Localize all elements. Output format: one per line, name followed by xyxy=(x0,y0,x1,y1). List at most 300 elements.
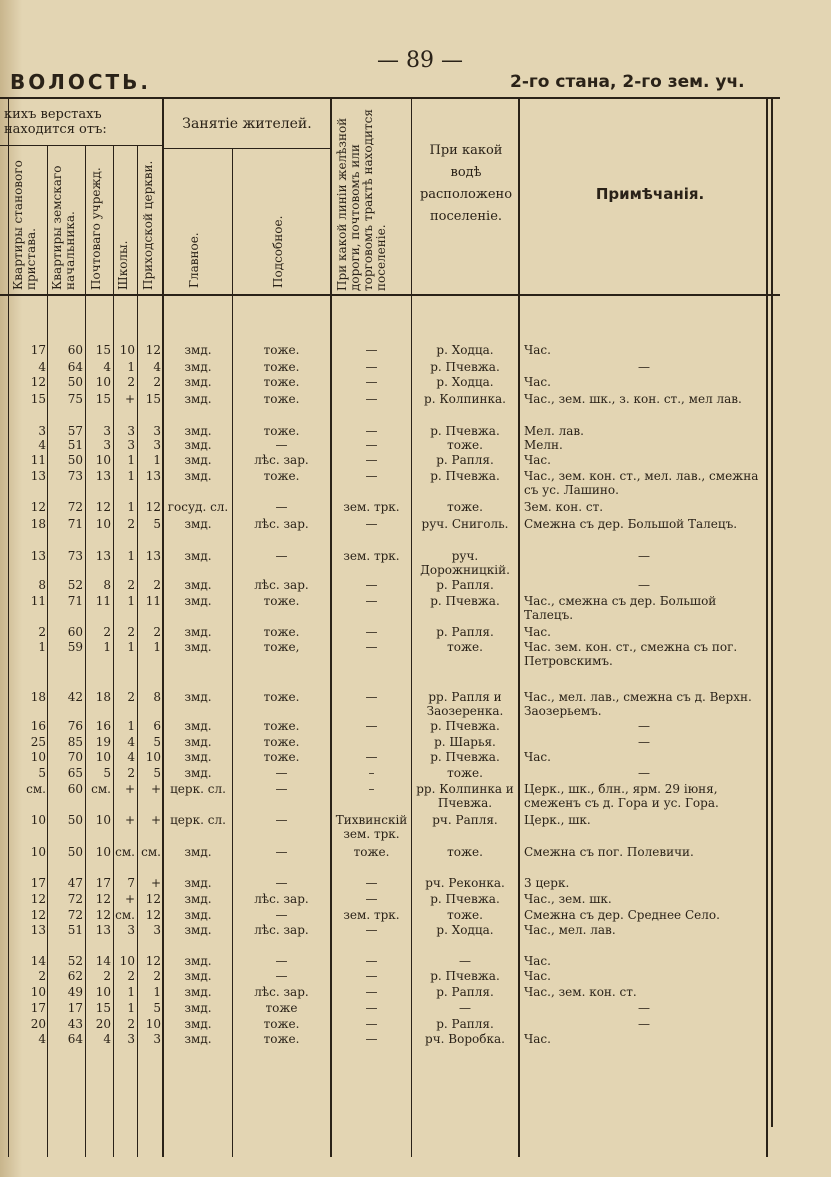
cell-c1: 18 xyxy=(30,517,46,531)
cell-main: змд. xyxy=(184,845,212,859)
cell-sec: тоже. xyxy=(263,594,300,608)
cell-main: змд. xyxy=(184,985,212,999)
cell-road: зем. трк. xyxy=(343,908,400,922)
cell-c4: 7 xyxy=(127,876,135,890)
cell-main: змд. xyxy=(184,1032,212,1046)
cell-c5: 2 xyxy=(153,578,161,592)
cell-c2: 72 xyxy=(67,908,83,922)
cell-c5: 12 xyxy=(145,343,161,357)
cell-c3: 20 xyxy=(95,1017,111,1031)
cell-c4: 1 xyxy=(127,594,135,608)
cell-c3: 16 xyxy=(95,719,111,733)
cell-sec: — xyxy=(275,782,288,796)
cell-c5: 13 xyxy=(145,549,161,563)
cell-c4: + xyxy=(124,892,135,906)
cell-c1: см. xyxy=(26,782,46,796)
cell-water: р. Ходца. xyxy=(436,375,494,389)
cell-sec: лѣс. зар. xyxy=(254,985,309,999)
cell-c1: 10 xyxy=(30,813,46,827)
cell-water: тоже. xyxy=(447,640,483,654)
cell-c1: 20 xyxy=(30,1017,46,1031)
cell-notes: Час. xyxy=(524,954,551,968)
cell-c3: 3 xyxy=(103,424,111,438)
cell-c3: 12 xyxy=(95,892,111,906)
cell-c5: см. xyxy=(141,845,161,859)
cell-c1: 11 xyxy=(30,453,46,467)
vrule-11 xyxy=(771,97,773,1127)
cell-road: — xyxy=(365,750,378,764)
cell-road: — xyxy=(365,392,378,406)
cell-main: змд. xyxy=(184,594,212,608)
col-church-header: Приходской церкви. xyxy=(141,160,155,290)
cell-road: — xyxy=(365,517,378,531)
cell-notes: — xyxy=(638,1017,650,1031)
cell-road: — xyxy=(365,625,378,639)
cell-c2: 60 xyxy=(67,782,83,796)
cell-c3: 10 xyxy=(95,813,111,827)
cell-c1: 17 xyxy=(30,1001,46,1015)
cell-c5: 12 xyxy=(145,954,161,968)
cell-c2: 71 xyxy=(67,517,83,531)
cell-sec: тоже. xyxy=(263,375,300,389)
cell-water: р. Рапля. xyxy=(436,578,494,592)
cell-water: р. Пчевжа. xyxy=(430,469,500,483)
cell-water: руч. Сниголь. xyxy=(421,517,509,531)
cell-notes: Час., зем. кон. ст., мел. лав., смежна съ ус. Лашино. xyxy=(524,469,759,497)
cell-sec: тоже. xyxy=(263,343,300,357)
cell-sec: лѣс. зар. xyxy=(254,892,309,906)
cell-c1: 8 xyxy=(38,578,46,592)
cell-c3: 13 xyxy=(95,923,111,937)
cell-water: тоже. xyxy=(447,500,483,514)
cell-main: змд. xyxy=(184,1017,212,1031)
cell-water: рр. Колпинка и Пчевжа. xyxy=(416,782,514,810)
cell-sec: тоже. xyxy=(263,1032,300,1046)
cell-main: змд. xyxy=(184,549,212,563)
cell-c5: 10 xyxy=(145,750,161,764)
cell-notes: Час. xyxy=(524,343,551,357)
cell-c3: см. xyxy=(91,782,111,796)
cell-c2: 42 xyxy=(67,690,83,704)
cell-c1: 13 xyxy=(30,469,46,483)
cell-water: р. Пчевжа. xyxy=(430,750,500,764)
col-main-header: Главное. xyxy=(187,232,201,288)
cell-c1: 12 xyxy=(30,375,46,389)
cell-water: р. Пчевжа. xyxy=(430,594,500,608)
cell-c4: 10 xyxy=(119,343,135,357)
cell-c2: 49 xyxy=(67,985,83,999)
cell-c5: 3 xyxy=(153,438,161,452)
header-bottom-rule xyxy=(0,294,780,296)
cell-notes: Час. xyxy=(524,969,551,983)
cell-notes: — xyxy=(638,360,650,374)
cell-sec: — xyxy=(275,500,288,514)
cell-road: — xyxy=(365,892,378,906)
cell-road: — xyxy=(365,876,378,890)
cell-main: змд. xyxy=(184,719,212,733)
cell-c2: 50 xyxy=(67,453,83,467)
cell-notes: Час., мел. лав. xyxy=(524,923,616,937)
cell-c2: 71 xyxy=(67,594,83,608)
cell-sec: — xyxy=(275,549,288,563)
cell-water: руч. Дорожницкій. xyxy=(420,549,510,577)
cell-main: змд. xyxy=(184,469,212,483)
cell-c1: 12 xyxy=(30,892,46,906)
cell-c2: 52 xyxy=(67,578,83,592)
cell-c1: 25 xyxy=(30,735,46,749)
cell-c2: 76 xyxy=(67,719,83,733)
cell-c3: 10 xyxy=(95,845,111,859)
cell-sec: тоже. xyxy=(263,625,300,639)
cell-notes: Час. xyxy=(524,625,551,639)
cell-c3: 12 xyxy=(95,500,111,514)
cell-water: р. Колпинка. xyxy=(424,392,506,406)
cell-notes: 3 церк. xyxy=(524,876,570,890)
cell-c2: 73 xyxy=(67,469,83,483)
cell-c5: 2 xyxy=(153,375,161,389)
cell-sec: лѣс. зар. xyxy=(254,517,309,531)
cell-c3: 15 xyxy=(95,343,111,357)
cell-water: р. Шарья. xyxy=(434,735,496,749)
cell-c1: 4 xyxy=(38,438,46,452)
cell-c2: 72 xyxy=(67,892,83,906)
cell-c5: 15 xyxy=(145,392,161,406)
cell-c3: 15 xyxy=(95,392,111,406)
cell-c1: 1 xyxy=(38,640,46,654)
cell-c5: 5 xyxy=(153,735,161,749)
col-school-header: Школы. xyxy=(116,240,130,290)
cell-c5: 6 xyxy=(153,719,161,733)
cell-c1: 12 xyxy=(30,908,46,922)
cell-sec: — xyxy=(275,438,288,452)
cell-c2: 47 xyxy=(67,876,83,890)
cell-main: церк. сл. xyxy=(170,813,226,827)
cell-c4: 1 xyxy=(127,719,135,733)
cell-sec: тоже. xyxy=(263,735,300,749)
cell-road: — xyxy=(365,1017,378,1031)
cell-c2: 85 xyxy=(67,735,83,749)
cell-c5: 5 xyxy=(153,1001,161,1015)
cell-c3: 2 xyxy=(103,625,111,639)
cell-c5: 12 xyxy=(145,892,161,906)
cell-c2: 51 xyxy=(67,923,83,937)
cell-road: — xyxy=(365,578,378,592)
cell-water: р. Рапля. xyxy=(436,1017,494,1031)
cell-c4: 3 xyxy=(127,424,135,438)
cell-sec: — xyxy=(275,969,288,983)
cell-c2: 50 xyxy=(67,375,83,389)
cell-road: — xyxy=(365,1001,378,1015)
cell-notes: — xyxy=(638,766,650,780)
cell-notes: Смежна съ дер. Большой Талецъ. xyxy=(524,517,738,531)
cell-c1: 11 xyxy=(30,594,46,608)
cell-c3: 13 xyxy=(95,469,111,483)
cell-c4: см. xyxy=(115,908,135,922)
cell-c5: 3 xyxy=(153,424,161,438)
cell-sec: тоже. xyxy=(263,469,300,483)
cell-water: р. Пчевжа. xyxy=(430,360,500,374)
cell-c1: 14 xyxy=(30,954,46,968)
cell-c2: 51 xyxy=(67,438,83,452)
cell-c5: 11 xyxy=(145,594,161,608)
cell-road: — xyxy=(365,343,378,357)
cell-notes: Час. xyxy=(524,453,551,467)
cell-c5: 1 xyxy=(153,985,161,999)
cell-c4: 1 xyxy=(127,1001,135,1015)
cell-notes: Мелн. xyxy=(524,438,563,452)
cell-notes: Церк., шк., блн., ярм. 29 іюня, смеженъ съ д. Гора и ус. Гора. xyxy=(524,782,719,810)
cell-notes: — xyxy=(638,719,650,733)
cell-water: рч. Рапля. xyxy=(432,813,498,827)
cell-c3: 12 xyxy=(95,908,111,922)
cell-sec: лѣс. зар. xyxy=(254,453,309,467)
cell-c4: 2 xyxy=(127,375,135,389)
cell-water: р. Ходца. xyxy=(436,923,494,937)
cell-c5: + xyxy=(150,876,161,890)
cell-c5: 3 xyxy=(153,923,161,937)
cell-main: змд. xyxy=(184,625,212,639)
cell-water: р. Рапля. xyxy=(436,453,494,467)
cell-c4: 3 xyxy=(127,923,135,937)
cell-water: р. Пчевжа. xyxy=(430,892,500,906)
cell-c2: 70 xyxy=(67,750,83,764)
cell-notes: Час. зем. кон. ст., смежна съ пог. Петровскимъ. xyxy=(524,640,738,668)
cell-main: змд. xyxy=(184,343,212,357)
cell-c5: 1 xyxy=(153,453,161,467)
col-post-header: Почтоваго учрежд. xyxy=(89,167,103,290)
col-secondary-header: Подсобное. xyxy=(271,215,285,288)
distance-group-header: кихъ верстахъ находится отъ: xyxy=(4,107,107,137)
cell-c1: 10 xyxy=(30,750,46,764)
cell-notes: Смежна съ пог. Полевичи. xyxy=(524,845,694,859)
cell-road: зем. трк. xyxy=(343,500,400,514)
cell-road: — xyxy=(365,690,378,704)
cell-c4: + xyxy=(124,392,135,406)
cell-c1: 12 xyxy=(30,500,46,514)
cell-road: — xyxy=(365,985,378,999)
cell-c2: 60 xyxy=(67,625,83,639)
cell-c3: 14 xyxy=(95,954,111,968)
cell-c4: 4 xyxy=(127,750,135,764)
cell-water: тоже. xyxy=(447,908,483,922)
cell-main: змд. xyxy=(184,969,212,983)
cell-c2: 57 xyxy=(67,424,83,438)
cell-c3: 8 xyxy=(103,578,111,592)
cell-road: — xyxy=(365,424,378,438)
cell-sec: тоже. xyxy=(263,360,300,374)
cell-c4: 2 xyxy=(127,690,135,704)
cell-c2: 64 xyxy=(67,1032,83,1046)
group-subrule-occupation xyxy=(162,148,330,149)
cell-c2: 60 xyxy=(67,343,83,357)
cell-c4: 1 xyxy=(127,549,135,563)
cell-c3: 5 xyxy=(103,766,111,780)
cell-sec: — xyxy=(275,908,288,922)
cell-c1: 13 xyxy=(30,549,46,563)
cell-sec: тоже. xyxy=(263,690,300,704)
cell-c2: 65 xyxy=(67,766,83,780)
cell-c4: 2 xyxy=(127,517,135,531)
col-station-header: Квартиры станового пристава. xyxy=(11,160,38,290)
cell-c4: 2 xyxy=(127,969,135,983)
cell-c4: 3 xyxy=(127,1032,135,1046)
cell-road: — xyxy=(365,1032,378,1046)
cell-c3: 15 xyxy=(95,1001,111,1015)
cell-c2: 52 xyxy=(67,954,83,968)
cell-c4: 4 xyxy=(127,735,135,749)
cell-sec: тоже. xyxy=(263,1017,300,1031)
cell-main: змд. xyxy=(184,908,212,922)
cell-c1: 10 xyxy=(30,985,46,999)
cell-c1: 16 xyxy=(30,719,46,733)
cell-c4: + xyxy=(124,813,135,827)
cell-c1: 2 xyxy=(38,625,46,639)
cell-sec: тоже. xyxy=(263,424,300,438)
cell-c5: 12 xyxy=(145,908,161,922)
cell-c4: см. xyxy=(115,845,135,859)
cell-c3: 1 xyxy=(103,640,111,654)
vrule-9 xyxy=(518,97,520,1157)
cell-c1: 5 xyxy=(38,766,46,780)
cell-main: змд. xyxy=(184,517,212,531)
cell-c3: 10 xyxy=(95,453,111,467)
cell-water: тоже. xyxy=(447,438,483,452)
cell-water: — xyxy=(459,1001,471,1015)
cell-c1: 17 xyxy=(30,343,46,357)
cell-sec: тоже. xyxy=(263,719,300,733)
cell-water: тоже. xyxy=(447,845,483,859)
col-water-header: При какой водѣ расположено поселеніе. xyxy=(419,143,513,224)
cell-c2: 50 xyxy=(67,813,83,827)
cell-c5: + xyxy=(150,813,161,827)
cell-road: — xyxy=(365,640,378,654)
cell-c1: 13 xyxy=(30,923,46,937)
cell-sec: — xyxy=(275,845,288,859)
cell-main: церк. сл. xyxy=(170,782,226,796)
cell-notes: Час., зем. шк. xyxy=(524,892,612,906)
cell-c5: 13 xyxy=(145,469,161,483)
cell-c3: 10 xyxy=(95,750,111,764)
cell-c4: + xyxy=(124,782,135,796)
cell-main: змд. xyxy=(184,1001,212,1015)
cell-c3: 17 xyxy=(95,876,111,890)
cell-c4: 3 xyxy=(127,438,135,452)
cell-c3: 10 xyxy=(95,517,111,531)
header-left: ВОЛОСТЬ. xyxy=(10,70,152,94)
cell-road: — xyxy=(365,719,378,733)
cell-c3: 10 xyxy=(95,985,111,999)
cell-notes: Час., зем. кон. ст. xyxy=(524,985,637,999)
cell-main: змд. xyxy=(184,876,212,890)
header-right: 2-го стана, 2-го зем. уч. xyxy=(510,72,745,92)
cell-sec: лѣс. зар. xyxy=(254,578,309,592)
cell-c4: 2 xyxy=(127,1017,135,1031)
cell-sec: — xyxy=(275,876,288,890)
cell-c1: 3 xyxy=(38,424,46,438)
cell-road: Тихвинскій зем. трк. xyxy=(335,813,408,841)
cell-c1: 17 xyxy=(30,876,46,890)
col-notes-header: Примѣчанія. xyxy=(595,185,705,203)
cell-road: – xyxy=(368,766,375,780)
cell-c2: 50 xyxy=(67,845,83,859)
cell-c5: 3 xyxy=(153,1032,161,1046)
cell-c1: 4 xyxy=(38,360,46,374)
occupation-group-header: Занятіе жителей. xyxy=(182,116,312,132)
cell-notes: Час., мел. лав., смежна съ д. Верхн. Заозерьемъ. xyxy=(524,690,752,718)
cell-c5: 12 xyxy=(145,500,161,514)
cell-c4: 2 xyxy=(127,766,135,780)
cell-c5: 5 xyxy=(153,517,161,531)
cell-c2: 75 xyxy=(67,392,83,406)
vrule-10 xyxy=(766,97,768,1157)
cell-c4: 1 xyxy=(127,453,135,467)
cell-water: р. Пчевжа. xyxy=(430,424,500,438)
cell-c5: + xyxy=(150,782,161,796)
cell-road: тоже. xyxy=(353,845,390,859)
cell-road: – xyxy=(368,782,375,796)
cell-notes: Церк., шк. xyxy=(524,813,591,827)
cell-main: змд. xyxy=(184,578,212,592)
cell-notes: Зем. кон. ст. xyxy=(524,500,604,514)
cell-water: р. Пчевжа. xyxy=(430,719,500,733)
cell-notes: — xyxy=(638,578,650,592)
cell-notes: Час. xyxy=(524,1032,551,1046)
cell-c2: 72 xyxy=(67,500,83,514)
cell-c2: 62 xyxy=(67,969,83,983)
cell-main: змд. xyxy=(184,892,212,906)
top-rule xyxy=(0,97,780,99)
cell-c4: 1 xyxy=(127,469,135,483)
cell-notes: Час., смежна съ дер. Большой Талецъ. xyxy=(524,594,717,622)
cell-sec: — xyxy=(275,813,288,827)
cell-c5: 8 xyxy=(153,690,161,704)
cell-water: р. Рапля. xyxy=(436,625,494,639)
cell-road: — xyxy=(365,469,378,483)
cell-c4: 1 xyxy=(127,500,135,514)
cell-water: р. Пчевжа. xyxy=(430,969,500,983)
cell-c3: 13 xyxy=(95,549,111,563)
cell-water: рч. Реконка. xyxy=(425,876,505,890)
cell-sec: лѣс. зар. xyxy=(254,923,309,937)
cell-c4: 1 xyxy=(127,985,135,999)
cell-water: — xyxy=(459,954,471,968)
cell-water: р. Ходца. xyxy=(436,343,494,357)
cell-road: — xyxy=(365,360,378,374)
cell-road: — xyxy=(365,969,378,983)
cell-sec: тоже. xyxy=(263,750,300,764)
cell-road: зем. трк. xyxy=(343,549,400,563)
cell-main: змд. xyxy=(184,750,212,764)
cell-main: змд. xyxy=(184,954,212,968)
cell-c1: 4 xyxy=(38,1032,46,1046)
cell-notes: Час. xyxy=(524,375,551,389)
cell-c2: 64 xyxy=(67,360,83,374)
cell-c5: 2 xyxy=(153,969,161,983)
cell-c4: 2 xyxy=(127,625,135,639)
cell-notes: — xyxy=(638,1001,650,1015)
cell-main: змд. xyxy=(184,438,212,452)
cell-main: змд. xyxy=(184,424,212,438)
cell-c2: 43 xyxy=(67,1017,83,1031)
cell-sec: — xyxy=(275,954,288,968)
cell-road: — xyxy=(365,438,378,452)
cell-main: змд. xyxy=(184,453,212,467)
cell-main: змд. xyxy=(184,923,212,937)
cell-c2: 59 xyxy=(67,640,83,654)
cell-c3: 19 xyxy=(95,735,111,749)
cell-c3: 4 xyxy=(103,360,111,374)
cell-notes: Час., зем. шк., з. кон. ст., мел лав. xyxy=(524,392,742,406)
